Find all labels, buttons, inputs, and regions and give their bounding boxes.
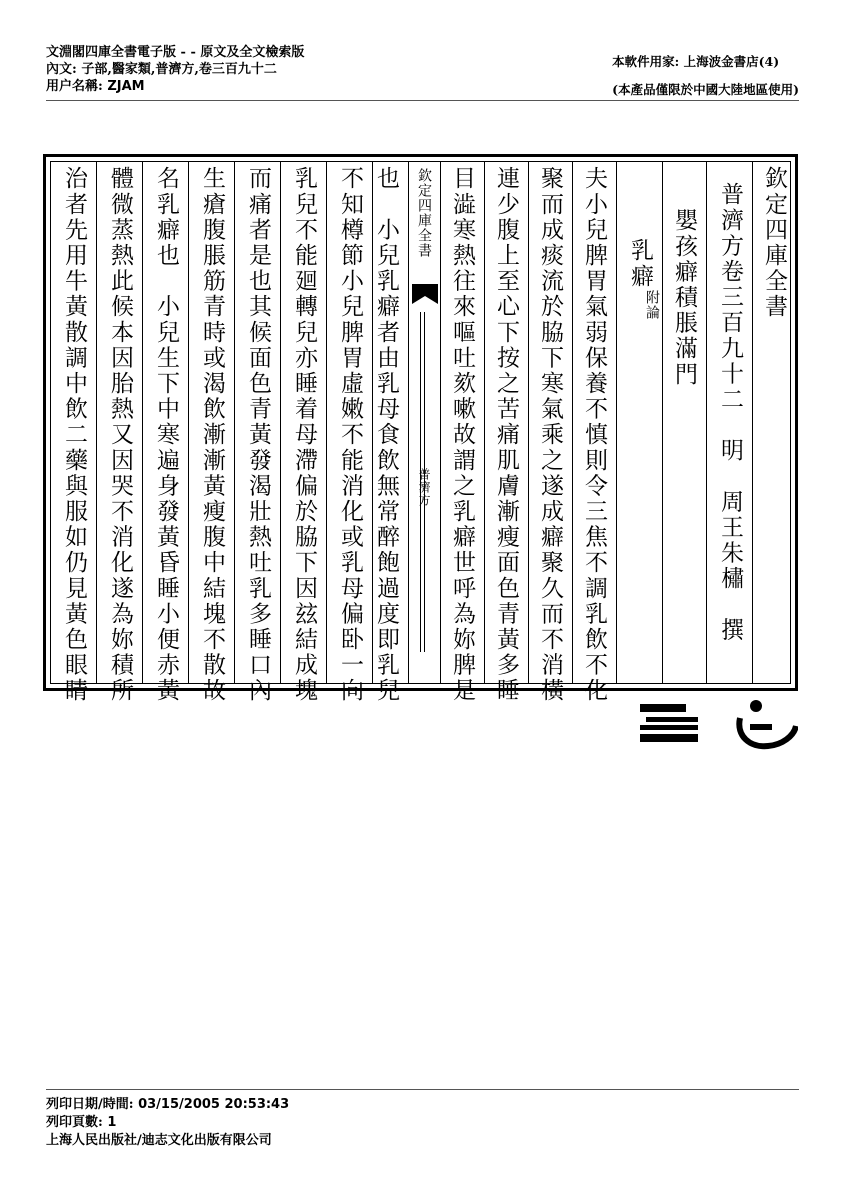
text-column-10: 也 小兒乳癖者由乳母食飲無常醉飽過度即乳兒 [373, 162, 409, 683]
section-title: 乳癖 [627, 238, 653, 290]
section-title-column [617, 162, 663, 683]
center-fold-book-title: 普濟方 [417, 468, 431, 507]
publisher: 上海人民出版社/迪志文化出版有限公司 [46, 1133, 272, 1148]
header-right [612, 48, 799, 104]
print-pages: 列印頁數: 1 [46, 1115, 117, 1130]
region-notice: (本產品僅限於中國大陸地區使用) [612, 82, 799, 97]
user-name: ZJAM [107, 79, 145, 94]
footer [46, 1096, 289, 1150]
text-frame-inner [50, 161, 791, 704]
text-column-12: 乳兒不能廻轉兒亦睡着母滯偏於脇下因玆結成塊 [281, 162, 327, 683]
center-fold-title: 欽定四庫全書 [416, 168, 432, 258]
text-column-11: 不知樽節小兒脾胃虛嫩不能消化或乳母偏卧一向 [327, 162, 373, 683]
text-column-16: 體微蒸熱此候本因胎熱又因哭不消化遂為妳積所 [97, 162, 143, 683]
text-column-17: 治者先用牛黃散調中飲二藥與服如仍見黃色眼睛 [51, 162, 97, 683]
text-column-6: 聚而成痰流於脇下寒氣乘之遂成癖聚久而不消橫 [529, 162, 573, 683]
book-title-column: 欽定四庫全書 [761, 166, 787, 320]
header-edition: 文淵閣四庫全書電子版 - - 原文及全文檢索版 [46, 45, 305, 60]
user-label: 用户名稱: [46, 79, 103, 94]
licensee: 本軟件用家: 上海波金書店(4) [612, 54, 780, 69]
fishtail-mark-icon [412, 284, 438, 304]
text-frame [43, 154, 798, 704]
seal-logo-icon [736, 696, 798, 752]
text-column-7: 連少腹上至心下按之苦痛肌膚漸瘦面色青黃多睡 [485, 162, 529, 683]
print-pages-value: 1 [107, 1115, 117, 1130]
header-content-path: 內文: 子部,醫家類,普濟方,卷三百九十二 [46, 62, 277, 77]
header-divider [46, 100, 799, 101]
center-fold-column [409, 162, 441, 683]
publisher-logo-icon [640, 704, 698, 744]
text-column-13: 而痛者是也其候面色青黃發渴壯熱吐乳多睡口內 [235, 162, 281, 683]
section-note: 附論 [644, 290, 660, 320]
volume-title-column: 普濟方卷三百九十二 明 周王朱橚 撰 [707, 162, 753, 683]
footer-divider [46, 1089, 799, 1090]
print-date-value: 03/15/2005 20:53:43 [138, 1097, 290, 1112]
header-left [46, 44, 304, 95]
text-column-14: 生瘡腹脹筋青時或渴飲漸漸黃瘦腹中結塊不散故 [189, 162, 235, 683]
text-column-5: 夫小兒脾胃氣弱保養不慎則令三焦不調乳飲不化 [573, 162, 617, 683]
header-user [46, 78, 304, 95]
chapter-title-column: 嬰孩癖積脹滿門 [663, 162, 707, 683]
print-date: 列印日期/時間: 03/15/2005 20:53:43 [46, 1097, 290, 1112]
text-column-8: 目澁寒熱往來嘔吐欬嗽故謂之乳癖世呼為妳脾是 [441, 162, 485, 683]
text-column-15: 名乳癖也 小兒生下中寒遍身發黃昏睡小便赤黃 [143, 162, 189, 683]
